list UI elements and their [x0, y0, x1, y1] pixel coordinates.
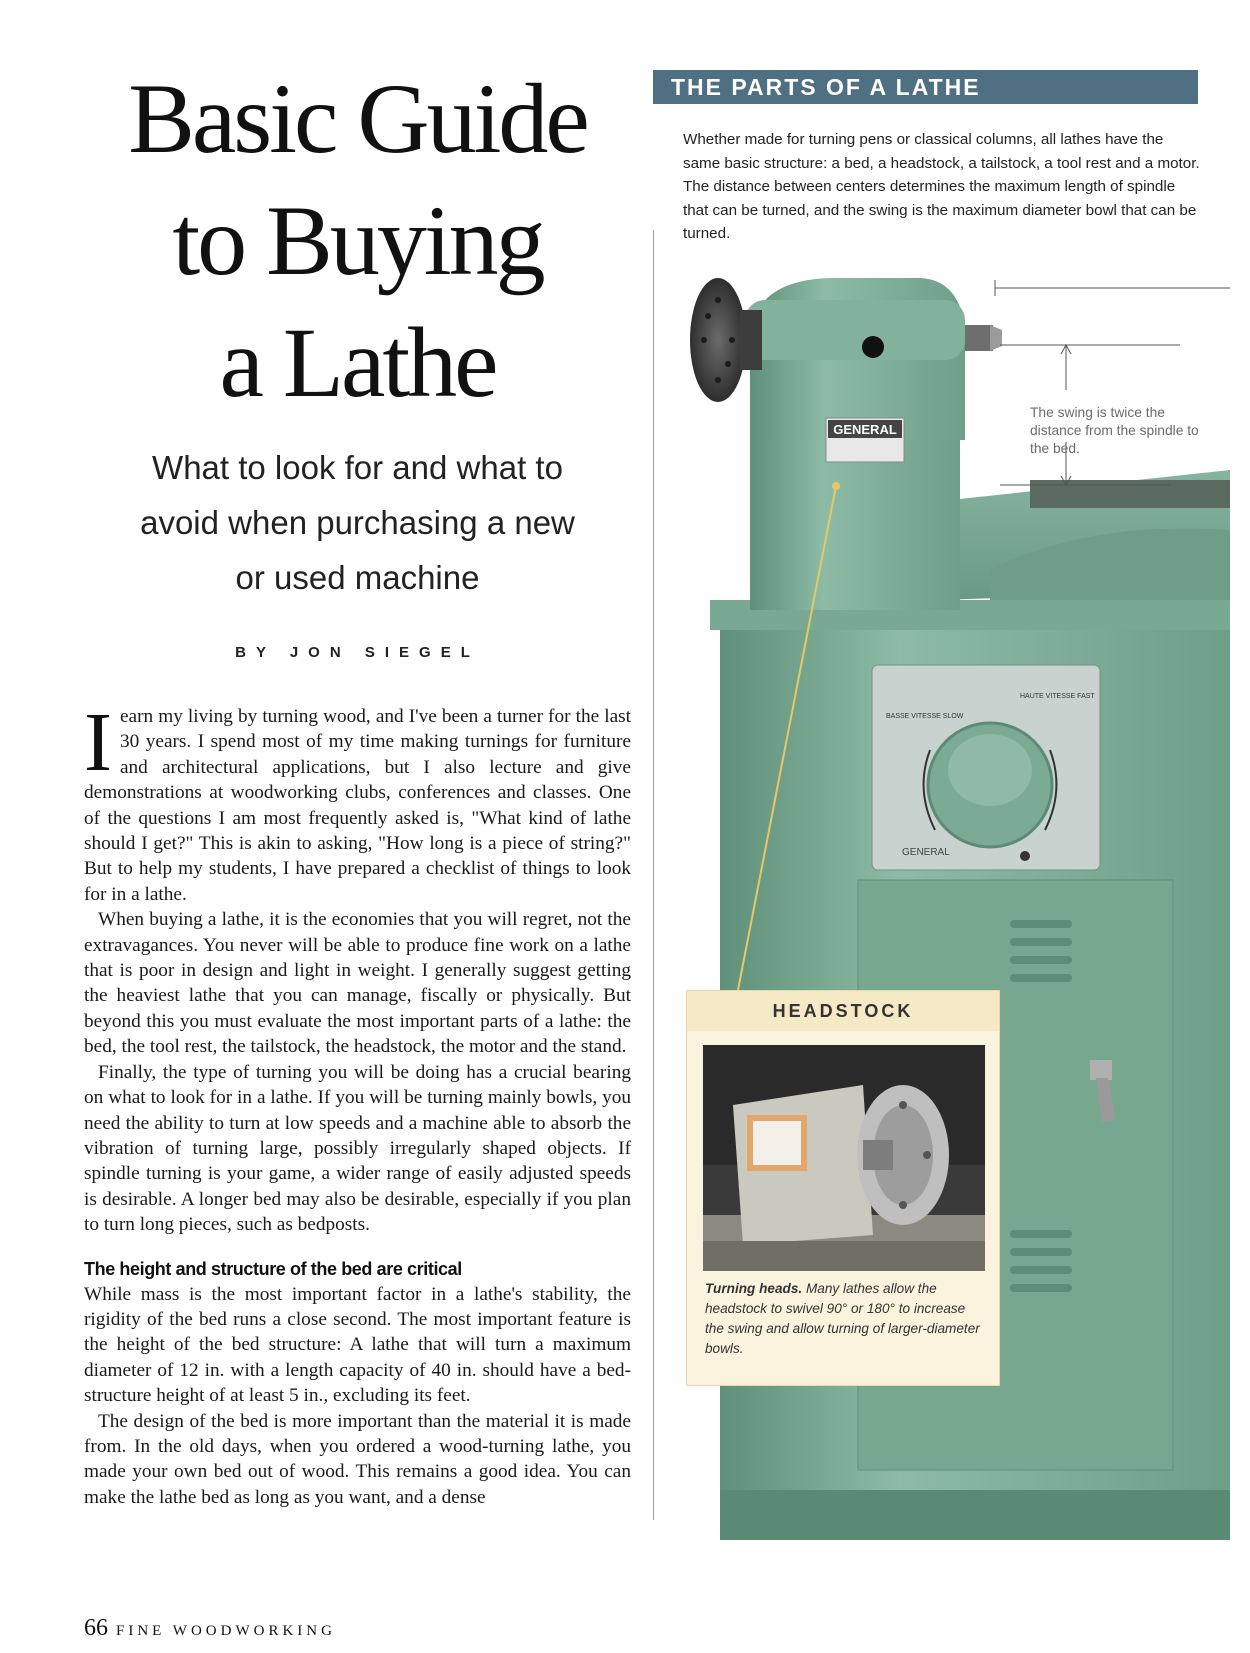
headstock-callout — [686, 990, 1000, 1386]
panel-brand: GENERAL — [902, 847, 950, 858]
deck-line: avoid when purchasing a new — [140, 504, 575, 541]
caption-lead: Turning heads. — [705, 1281, 803, 1296]
article-deck — [84, 440, 631, 605]
magazine-name: FINE WOODWORKING — [116, 1623, 336, 1639]
drop-cap: I — [84, 696, 112, 789]
paragraph: Finally, the type of turning you will be doing has a crucial bearing on what to look for in a lathe. If you will be turning mainly bowls, you need the ability to turn at low speeds and a machine able to absorb the vibration of turning large, possibly irregularly shaped objects. If spindle turning is your game, a wider range of easily adjusted speeds is desirable. A longer bed may also be desirable, especially if you plan to turn long pieces, such as bedposts. — [84, 1061, 631, 1236]
headstock-lid — [745, 300, 965, 360]
sidebar-heading: THE PARTS OF A LATHE — [653, 70, 1198, 104]
byline: BY JON SIEGEL — [235, 644, 480, 661]
headstock-photo — [703, 1045, 985, 1271]
title-line: a Lathe — [219, 307, 496, 418]
nameplate-text: GENERAL — [833, 422, 897, 437]
subhead: The height and structure of the bed are critical — [84, 1258, 462, 1279]
paragraph: While mass is the most important factor in a lathe's stability, the rigidity of the bed runs a close second. The most important feature is the height of the bed structure: A lathe that will turn a maximum diameter of 12 in. with a length capacity of 40 in. should have a bed-structure height of at least 5 in., excluding its feet. — [84, 1283, 631, 1407]
faceplate-disc — [690, 278, 746, 402]
sidebar-divider — [653, 230, 654, 1520]
deck-line: What to look for and what to — [152, 449, 563, 486]
bed-way — [1030, 480, 1230, 508]
sidebar-intro: Whether made for turning pens or classical columns, all lathes have the same basic structure: a bed, a headstock, a tailstock, a tool rest and a motor. The distance between centers determines the maximum length of spindle that can be turned, and the swing is the maximum diameter bowl that can be turned. — [683, 131, 1200, 242]
title-line: Basic Guide — [128, 63, 587, 174]
paragraph: The design of the bed is more important than the material it is made from. In the old days, when you ordered a wood-turning lathe, you made your own bed out of wood. This remains a good idea. You can make the lathe bed as long as you want, and a dense — [84, 1410, 631, 1508]
callout-caption — [705, 1279, 987, 1359]
swing-label: The swing is twice the distance from the spindle to the bed. — [1030, 405, 1199, 456]
spur-drive — [965, 325, 993, 351]
dial-fast-label: HAUTE VITESSE FAST — [1020, 693, 1095, 700]
dial-slow-label: BASSE VITESSE SLOW — [886, 713, 964, 720]
page-number: 66 — [84, 1615, 108, 1641]
page-footer — [84, 1615, 336, 1642]
paragraph: When buying a lathe, it is the economies that you will regret, not the extravagances. You never will be able to produce fine work on a lathe that is poor in design and light in weight. I generally suggest getting the heaviest lathe that you can manage, fiscally or physically. But beyond this you must evaluate the most important parts of a lathe: the bed, the tool rest, the tailstock, the headstock, the motor and the stand. — [84, 909, 631, 1058]
deck-line: or used machine — [235, 559, 480, 596]
caption-text: Many lathes allow the headstock to swivel 90° or 180° to increase the swing and allow turning of larger-diameter bowls. — [705, 1281, 980, 1356]
paragraph-text: earn my living by turning wood, and I've been a turner for the last 30 years. I spend most of my time making turnings for furniture and architectural applications, but I also lecture and give demonstrations at woodworking clubs, conferences and classes. One of the questions I am most frequently asked is, "What kind of lathe should I get?" This is akin to asking, "How long is a piece of string?" But to help my students, I have prepared a checklist of things to look for in a lathe. — [84, 706, 631, 905]
article-body — [84, 696, 631, 1510]
callout-label: HEADSTOCK — [687, 991, 999, 1031]
panel-screw — [1020, 851, 1030, 861]
spindle-hub — [740, 310, 762, 370]
title-line: to Buying — [172, 185, 543, 296]
article-title — [84, 58, 631, 424]
cabinet-shadow — [720, 1490, 1230, 1540]
paragraph — [84, 696, 631, 907]
lock-knob — [862, 336, 884, 358]
